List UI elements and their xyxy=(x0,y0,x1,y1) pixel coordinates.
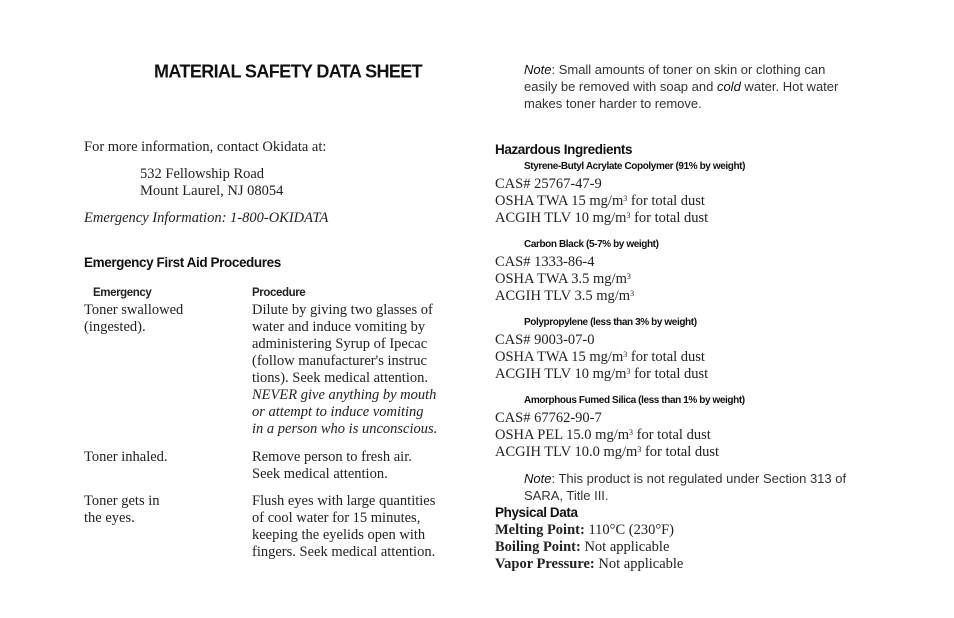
table-row xyxy=(84,302,183,336)
table-row xyxy=(84,449,168,466)
procedure-warning: NEVER give anything by mouth xyxy=(252,387,437,403)
note-text: easily be removed with soap and xyxy=(524,79,717,94)
emergency-text: the eyes. xyxy=(84,510,135,526)
note-label: Note xyxy=(524,62,552,77)
note-text: : Small amounts of toner on skin or clothing can xyxy=(551,62,826,77)
physical-data-list xyxy=(495,522,683,573)
cas-number: CAS# 25767-47-9 xyxy=(495,176,602,192)
emergency-text: Toner inhaled. xyxy=(84,449,168,465)
note-text: water. Hot water xyxy=(740,79,839,94)
ingredient-data xyxy=(495,410,719,461)
note-emphasis: cold xyxy=(716,79,741,94)
ingredient-name: Amorphous Fumed Silica (less than 1% by weight) xyxy=(524,395,745,406)
acgih-limit: ACGIH TLV 10 $mg/m^3$ for total dust xyxy=(495,210,709,226)
procedure-column-header: Procedure xyxy=(252,287,306,299)
procedure-text: of cool water for 15 minutes, xyxy=(252,510,421,526)
procedure-text: keeping the eyelids open with xyxy=(252,527,426,543)
sara-note xyxy=(524,470,846,504)
emergency-column-header: Emergency xyxy=(93,287,152,299)
note-label: Note xyxy=(524,471,552,486)
address-line-1: 532 Fellowship Road xyxy=(140,166,265,182)
osha-limit: OSHA TWA 15 $mg/m^3$ for total dust xyxy=(495,349,705,365)
ingredient-name: Polypropylene (less than 3% by weight) xyxy=(524,317,697,328)
melting-point: Melting Point: 110°C (230°F) xyxy=(495,522,675,538)
boiling-point: Boiling Point: Not applicable xyxy=(495,539,670,555)
note-text: makes toner harder to remove. xyxy=(524,96,702,111)
procedure-text: (follow manufacturer's instruc xyxy=(252,353,427,369)
procedure-cell xyxy=(252,302,437,438)
procedure-text: Seek medical attention. xyxy=(252,466,388,482)
emergency-text: Toner swallowed xyxy=(84,302,184,318)
vapor-pressure: Vapor Pressure: Not applicable xyxy=(495,556,684,572)
ingredient-data xyxy=(495,176,708,227)
cas-number: CAS# 9003-07-0 xyxy=(495,332,595,348)
procedure-text: fingers. Seek medical attention. xyxy=(252,544,436,560)
ingredient-data xyxy=(495,254,634,305)
ingredient-data xyxy=(495,332,708,383)
ingredient-name: Styrene-Butyl Acrylate Copolymer (91% by weight) xyxy=(524,161,746,172)
procedure-cell xyxy=(252,449,412,483)
cas-number: CAS# 67762-90-7 xyxy=(495,410,602,426)
first-aid-heading: Emergency First Aid Procedures xyxy=(84,255,281,270)
acgih-limit: ACGIH TLV 3.5 $mg/m^3$ xyxy=(495,288,635,304)
document-title: MATERIAL SAFETY DATA SHEET xyxy=(154,60,423,82)
physical-data-heading: Physical Data xyxy=(495,505,578,520)
table-row xyxy=(84,493,160,527)
emergency-phone: Emergency Information: 1-800-OKIDATA xyxy=(84,210,329,226)
procedure-text: Dilute by giving two glasses of xyxy=(252,302,433,318)
osha-limit: OSHA TWA 15 $mg/m^3$ for total dust xyxy=(495,193,705,209)
toner-note xyxy=(524,61,838,112)
emergency-text: (ingested). xyxy=(84,319,146,335)
note-text: SARA, Title III. xyxy=(524,488,609,503)
ingredient-name: Carbon Black (5-7% by weight) xyxy=(524,239,659,250)
hazardous-heading: Hazardous Ingredients xyxy=(495,142,633,157)
address-line-2: Mount Laurel, NJ 08054 xyxy=(140,183,284,199)
osha-limit: OSHA PEL 15.0 $mg/m^3$ for total dust xyxy=(495,427,711,443)
procedure-warning: in a person who is unconscious. xyxy=(252,421,438,437)
acgih-limit: ACGIH TLV 10.0 $mg/m^3$ for total dust xyxy=(495,444,720,460)
contact-intro: For more information, contact Okidata at: xyxy=(84,139,327,155)
procedure-text: administering Syrup of Ipecac xyxy=(252,336,428,352)
procedure-text: tions). Seek medical attention. xyxy=(252,370,428,386)
note-text: : This product is not regulated under Section 313 of xyxy=(551,471,847,486)
cas-number: CAS# 1333-86-4 xyxy=(495,254,595,270)
procedure-text: Remove person to fresh air. xyxy=(252,449,412,465)
osha-limit: OSHA TWA 3.5 $mg/m^3$ xyxy=(495,271,631,287)
procedure-cell xyxy=(252,493,435,561)
procedure-text: water and induce vomiting by xyxy=(252,319,426,335)
procedure-text: Flush eyes with large quantities xyxy=(252,493,436,509)
emergency-text: Toner gets in xyxy=(84,493,160,509)
acgih-limit: ACGIH TLV 10 $mg/m^3$ for total dust xyxy=(495,366,709,382)
procedure-warning: or attempt to induce vomiting xyxy=(252,404,424,420)
